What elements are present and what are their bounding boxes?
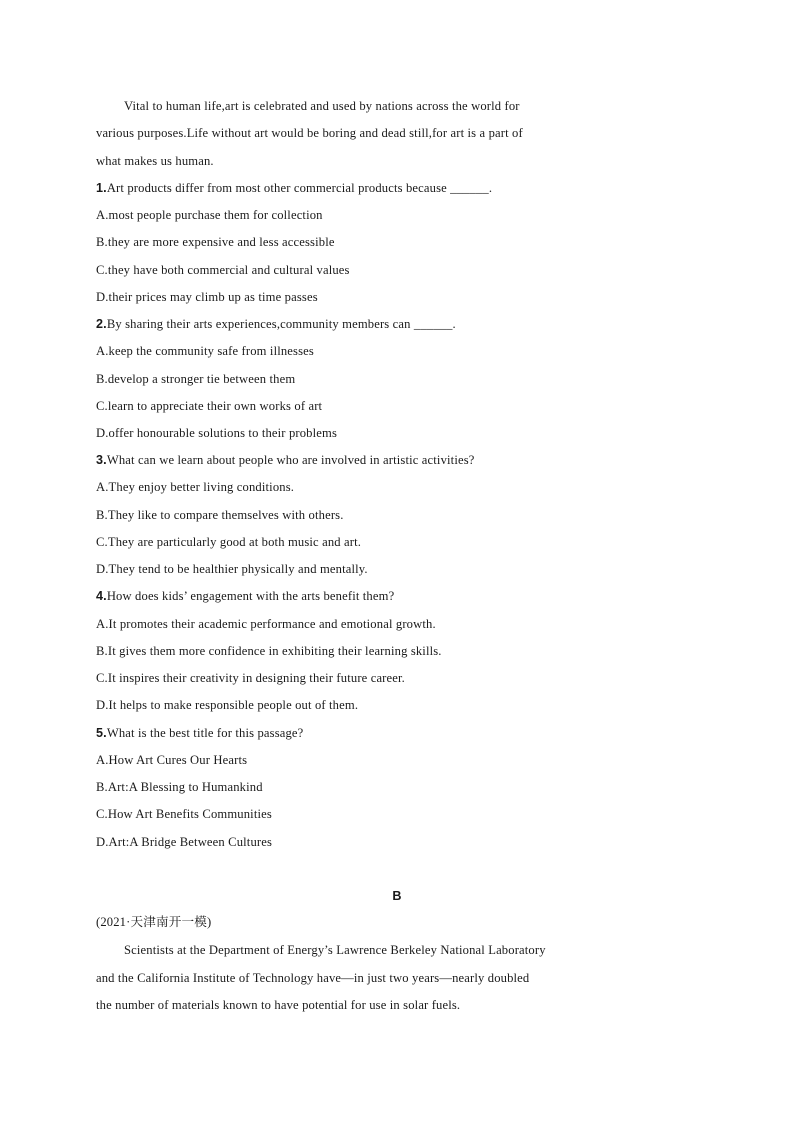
question-1-option-b: B.they are more expensive and less accessible bbox=[96, 235, 335, 249]
question-text: What is the best title for this passage? bbox=[106, 726, 304, 740]
question-2-option-c: C.learn to appreciate their own works of art bbox=[96, 399, 323, 413]
question-text: By sharing their arts experiences,community members can ______. bbox=[106, 317, 456, 331]
question-3-option-d: D.They tend to be healthier physically and mentally. bbox=[96, 562, 368, 576]
question-number: 3. bbox=[96, 453, 107, 467]
question-2-option-b: B.develop a stronger tie between them bbox=[96, 372, 296, 386]
question-text: How does kids’ engagement with the arts benefit them? bbox=[106, 589, 395, 603]
question-5-option-a: A.How Art Cures Our Hearts bbox=[96, 753, 248, 767]
question-3-option-b: B.They like to compare themselves with others. bbox=[96, 508, 344, 522]
question-5-option-b: B.Art:A Blessing to Humankind bbox=[96, 780, 263, 794]
question-number: 1. bbox=[96, 181, 107, 195]
question-5-option-c: C.How Art Benefits Communities bbox=[96, 807, 272, 821]
question-4-option-b: B.It gives them more confidence in exhibiting their learning skills. bbox=[96, 644, 442, 658]
question-number: 2. bbox=[96, 317, 107, 331]
section-b-paragraph-line: the number of materials known to have potential for use in solar fuels. bbox=[96, 998, 461, 1012]
question-4-stem bbox=[96, 588, 394, 604]
question-5-stem bbox=[96, 725, 303, 741]
question-1-option-a: A.most people purchase them for collection bbox=[96, 208, 323, 222]
section-b-source: (2021·天津南开一模) bbox=[96, 915, 212, 929]
intro-line: Vital to human life,art is celebrated and used by nations across the world for bbox=[124, 99, 520, 113]
section-b-paragraph-line: and the California Institute of Technology have—in just two years—nearly doubled bbox=[96, 971, 530, 985]
question-3-option-c: C.They are particularly good at both music and art. bbox=[96, 535, 362, 549]
question-2-option-a: A.keep the community safe from illnesses bbox=[96, 344, 314, 358]
section-b-paragraph-line: Scientists at the Department of Energy’s Lawrence Berkeley National Laboratory bbox=[124, 943, 546, 957]
question-1-stem bbox=[96, 180, 492, 196]
section-b-heading: B bbox=[392, 889, 402, 903]
question-number: 5. bbox=[96, 726, 107, 740]
question-2-option-d: D.offer honourable solutions to their problems bbox=[96, 426, 338, 440]
question-3-option-a: A.They enjoy better living conditions. bbox=[96, 480, 295, 494]
question-number: 4. bbox=[96, 589, 107, 603]
question-text: Art products differ from most other commercial products because ______. bbox=[106, 181, 493, 195]
question-2-stem bbox=[96, 316, 456, 332]
question-4-option-c: C.It inspires their creativity in designing their future career. bbox=[96, 671, 405, 685]
question-4-option-d: D.It helps to make responsible people out of them. bbox=[96, 698, 359, 712]
question-4-option-a: A.It promotes their academic performance and emotional growth. bbox=[96, 617, 436, 631]
question-3-stem bbox=[96, 452, 475, 468]
question-1-option-c: C.they have both commercial and cultural values bbox=[96, 263, 350, 277]
intro-line: various purposes.Life without art would be boring and dead still,for art is a part of bbox=[96, 126, 523, 140]
question-1-option-d: D.their prices may climb up as time passes bbox=[96, 290, 318, 304]
intro-line: what makes us human. bbox=[96, 154, 214, 168]
question-5-option-d: D.Art:A Bridge Between Cultures bbox=[96, 835, 273, 849]
question-text: What can we learn about people who are involved in artistic activities? bbox=[106, 453, 475, 467]
